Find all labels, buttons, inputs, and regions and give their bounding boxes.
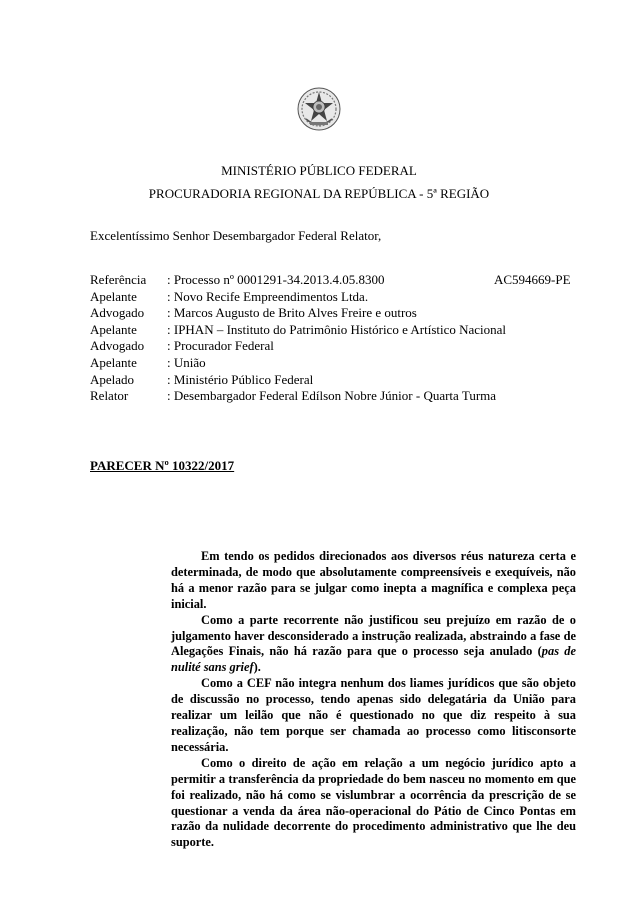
parecer-title: PARECER Nº 10322/2017 [90, 458, 235, 473]
reference-label: Apelante [90, 288, 137, 304]
header-procuradoria: PROCURADORIA REGIONAL DA REPÚBLICA - 5ª REGIÃO [148, 186, 490, 201]
ementa-paragraph: Como o direito de ação em relação a um negócio jurídico apto a permitir a transferência da propriedade do bem nasceu no momento em que foi realizado, não há como se vislumbrar a ocorrência da prescrição de se questionar a venda da área não-operacional do Pátio de Cinco Pontas em razão da nulidade decorrente do procedimento administrativo que lhe deu suporte. [171, 755, 576, 850]
reference-value: : Desembargador Federal Edílson Nobre Júnior - Quarta Turma [167, 388, 497, 404]
reference-value: : Procurador Federal [167, 338, 274, 354]
header-ministry: MINISTÉRIO PÚBLICO FEDERAL [221, 163, 417, 178]
ementa-text: ). [253, 660, 261, 675]
reference-row [90, 355, 506, 372]
reference-row [90, 305, 506, 322]
reference-value: : IPHAN – Instituto do Patrimônio Histórico e Artístico Nacional [167, 321, 507, 337]
reference-label: Apelante [90, 354, 137, 370]
address-line: Excelentíssimo Senhor Desembargador Federal Relator, [90, 228, 382, 243]
reference-label: Apelante [90, 321, 137, 337]
coat-of-arms-icon [296, 86, 342, 132]
ementa-paragraph: Como a CEF não integra nenhum dos liames jurídicos que são objeto de discussão no processo, tendo apenas sido delegatária da União para realizar um leilão que não é questionado no que diz respeito à sua realização, não tem porque ser chamada ao processo como litisconsorte necessária. [171, 676, 576, 754]
reference-value: : Processo nº 0001291-34.2013.4.05.8300 [167, 272, 385, 287]
reference-label: Referência [90, 272, 147, 287]
ementa-paragraph [171, 613, 576, 677]
reference-value: : Ministério Público Federal [167, 371, 314, 387]
reference-value: : Novo Recife Empreendimentos Ltda. [167, 288, 369, 304]
reference-table [90, 272, 571, 405]
reference-row [90, 388, 506, 405]
reference-row [90, 372, 506, 389]
reference-label: Relator [90, 388, 129, 404]
ementa-text: Como a parte recorrente não justificou seu prejuízo em razão de o julgamento haver desconsiderado a instrução realizada, abstraindo a fase de Alegações Finais, não há razão para que o processo seja anulado ( [171, 612, 576, 659]
reference-row [90, 322, 506, 339]
case-code: AC594669-PE [494, 272, 571, 287]
reference-label: Advogado [90, 305, 145, 321]
reference-value: : Marcos Augusto de Brito Alves Freire e outros [167, 305, 417, 321]
reference-value: : União [167, 354, 206, 370]
reference-row [90, 338, 506, 355]
reference-row [90, 289, 506, 306]
ementa-block [171, 549, 576, 851]
ementa-latin-phrase: pas de nulité sans grief [171, 644, 576, 675]
reference-row [90, 272, 571, 289]
ementa-paragraph: Em tendo os pedidos direcionados aos diversos réus natureza certa e determinada, de modo que absolutamente compreensíveis e exequíveis, não há a menor razão para se julgar como inepta a magnífica e complexa peça inicial. [171, 549, 576, 611]
reference-label: Advogado [90, 338, 145, 354]
reference-label: Apelado [90, 371, 135, 387]
